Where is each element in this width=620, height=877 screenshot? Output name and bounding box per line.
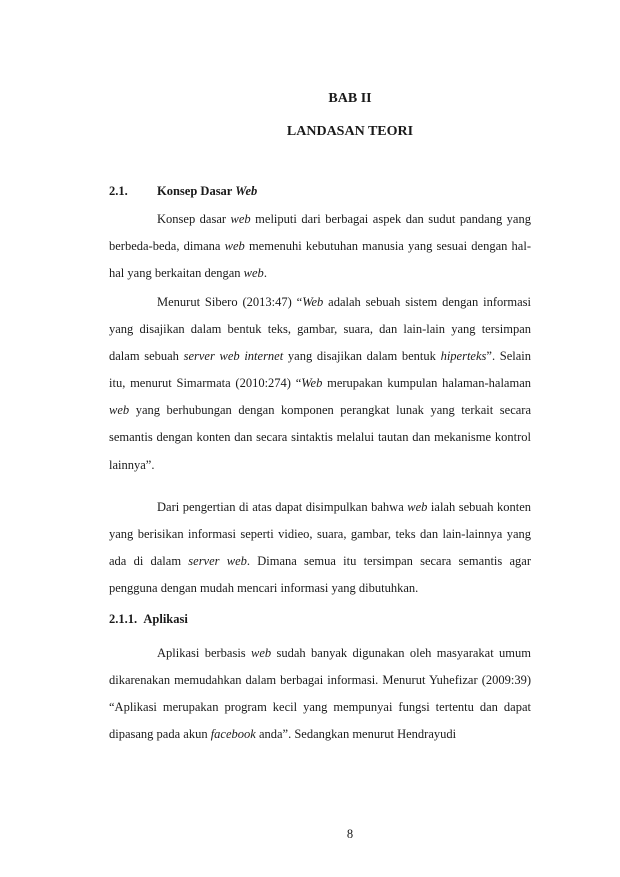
section-title-text: Konsep Dasar (157, 184, 236, 198)
section-number-2-1-1: 2.1.1. (109, 612, 138, 626)
section-title-italic: Web (235, 184, 258, 198)
section-heading-2-1-1 (109, 612, 188, 627)
section-number-2-1: 2.1. (109, 184, 128, 198)
paragraph-web-definitions: Menurut Sibero (2013:47) “Web adalah sebuah sistem dengan informasi yang disajikan dalam bentuk teks, gambar, suara, dan lain-lain yang tersimpan dalam sebuah server web internet yang disajikan dalam bentuk hiperteks”. Selain itu, menurut Simarmata (2010:274) “Web merupakan kumpulan halaman-halaman web yang berhubungan dengan komponen perangkat lunak yang terkait secara semantis dengan konten dan secara sintaktis melalui tautan dan mekanisme kontrol lainnya”. (109, 295, 532, 472)
section-title-2-1-1: Aplikasi (143, 612, 188, 626)
paragraph-web-conclusion: Dari pengertian di atas dapat disimpulkan bahwa web ialah sebuah konten yang berisikan informasi seperti vidieo, suara, gambar, teks dan lain-lainnya yang ada di dalam server web. Dimana semua itu tersimpan secara semantis agar pengguna dengan mudah mencari informasi yang dibutuhkan. (109, 500, 531, 596)
paragraph-web-application: Aplikasi berbasis web sudah banyak digunakan oleh masyarakat umum dikarenakan memudahkan dalam berbagai informasi. Menurut Yuhefizar (2009:39) “Aplikasi merupakan program kecil yang mempunyai fungsi tertentu dan dapat dipasang pada akun facebook anda”. Sedangkan menurut Hendrayudi (109, 646, 531, 742)
page-number: 8 (346, 827, 354, 841)
chapter-title: BAB II (328, 91, 372, 106)
chapter-subtitle: LANDASAN TEORI (286, 124, 414, 139)
section-title-2-1 (157, 184, 257, 199)
paragraph-web-concept: Konsep dasar web meliputi dari berbagai aspek dan sudut pandang yang berbeda-beda, dimana web memenuhi kebutuhan manusia yang sesuai dengan hal-hal yang berkaitan dengan web. (109, 212, 531, 281)
